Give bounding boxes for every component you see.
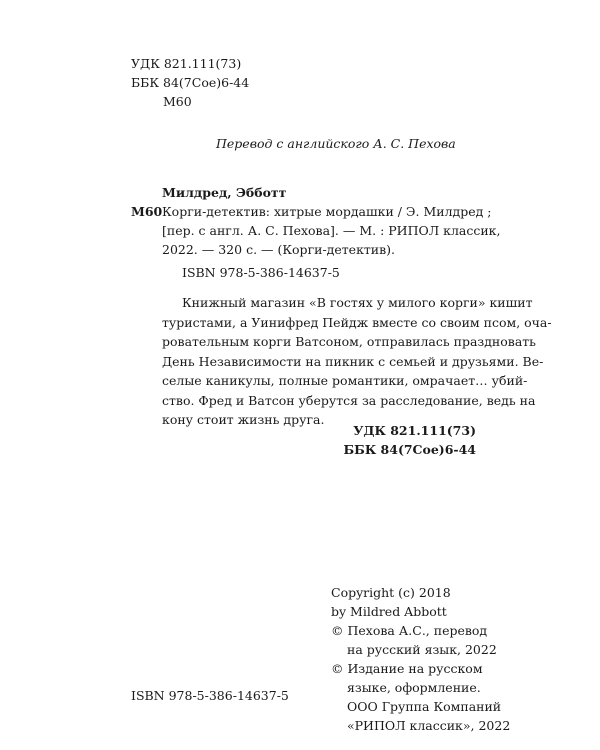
bibliography-isbn: ISBN 978-5-386-14637-5 xyxy=(182,265,340,280)
copyright-line: Copyright (с) 2018 xyxy=(331,585,451,600)
bottom-isbn: ISBN 978-5-386-14637-5 xyxy=(131,688,289,703)
annotation-line: День Независимости на пикник с семьей и друзьями. Ве- xyxy=(162,353,544,369)
translation-note: Перевод с английского А. С. Пехова xyxy=(216,136,456,151)
copyright-line: ООО Группа Компаний xyxy=(347,699,502,714)
annotation-line: селые каникулы, полные романтики, омрачает… убий- xyxy=(162,373,528,388)
annotation-line: Книжный магазин «В гостях у милого корги» кишит xyxy=(182,295,533,310)
bbk-code-right: ББК 84(7Сое)6-44 xyxy=(343,442,476,457)
copyright-line: «РИПОЛ классик», 2022 xyxy=(347,718,511,733)
copyright-line: © Пехова А.С., перевод xyxy=(331,623,488,638)
copyright-line: by Mildred Abbott xyxy=(331,604,447,619)
copyright-line: © Издание на русском xyxy=(331,661,483,676)
classification-right xyxy=(343,421,476,459)
copyright-line: на русский язык, 2022 xyxy=(347,642,497,657)
bibliography-line: Корги-детектив: хитрые мордашки / Э. Милдред ; xyxy=(162,204,492,219)
annotation-line: туристами, а Уинифред Пейдж вместе со своим псом, оча- xyxy=(162,314,552,330)
classification-block xyxy=(131,54,249,111)
bibliography-author: Милдред, Эбботт xyxy=(162,185,287,200)
bibliography-description xyxy=(162,202,501,259)
bibliography-mark: М60 xyxy=(131,204,163,219)
bibliography-line: [пер. с англ. А. С. Пехова]. — М. : РИПОЛ классик, xyxy=(162,223,501,238)
bbk-code: ББК 84(7Сое)6-44 xyxy=(131,75,250,90)
bibliography-line: 2022. — 320 с. — (Корги-детектив). xyxy=(162,242,396,257)
copyright-line: языке, оформление. xyxy=(347,680,481,695)
annotation-line: ство. Фред и Ватсон уберутся за расследование, ведь на xyxy=(162,392,536,408)
udk-code-right: УДК 821.111(73) xyxy=(353,423,476,438)
udk-code: УДК 821.111(73) xyxy=(131,56,242,71)
author-mark: М60 xyxy=(163,94,192,109)
annotation-line: кону стоит жизнь друга. xyxy=(162,412,325,427)
annotation-line: ровательным корги Ватсоном, отправилась праздновать xyxy=(162,334,536,349)
copyright-block xyxy=(331,583,510,735)
annotation xyxy=(162,293,552,430)
